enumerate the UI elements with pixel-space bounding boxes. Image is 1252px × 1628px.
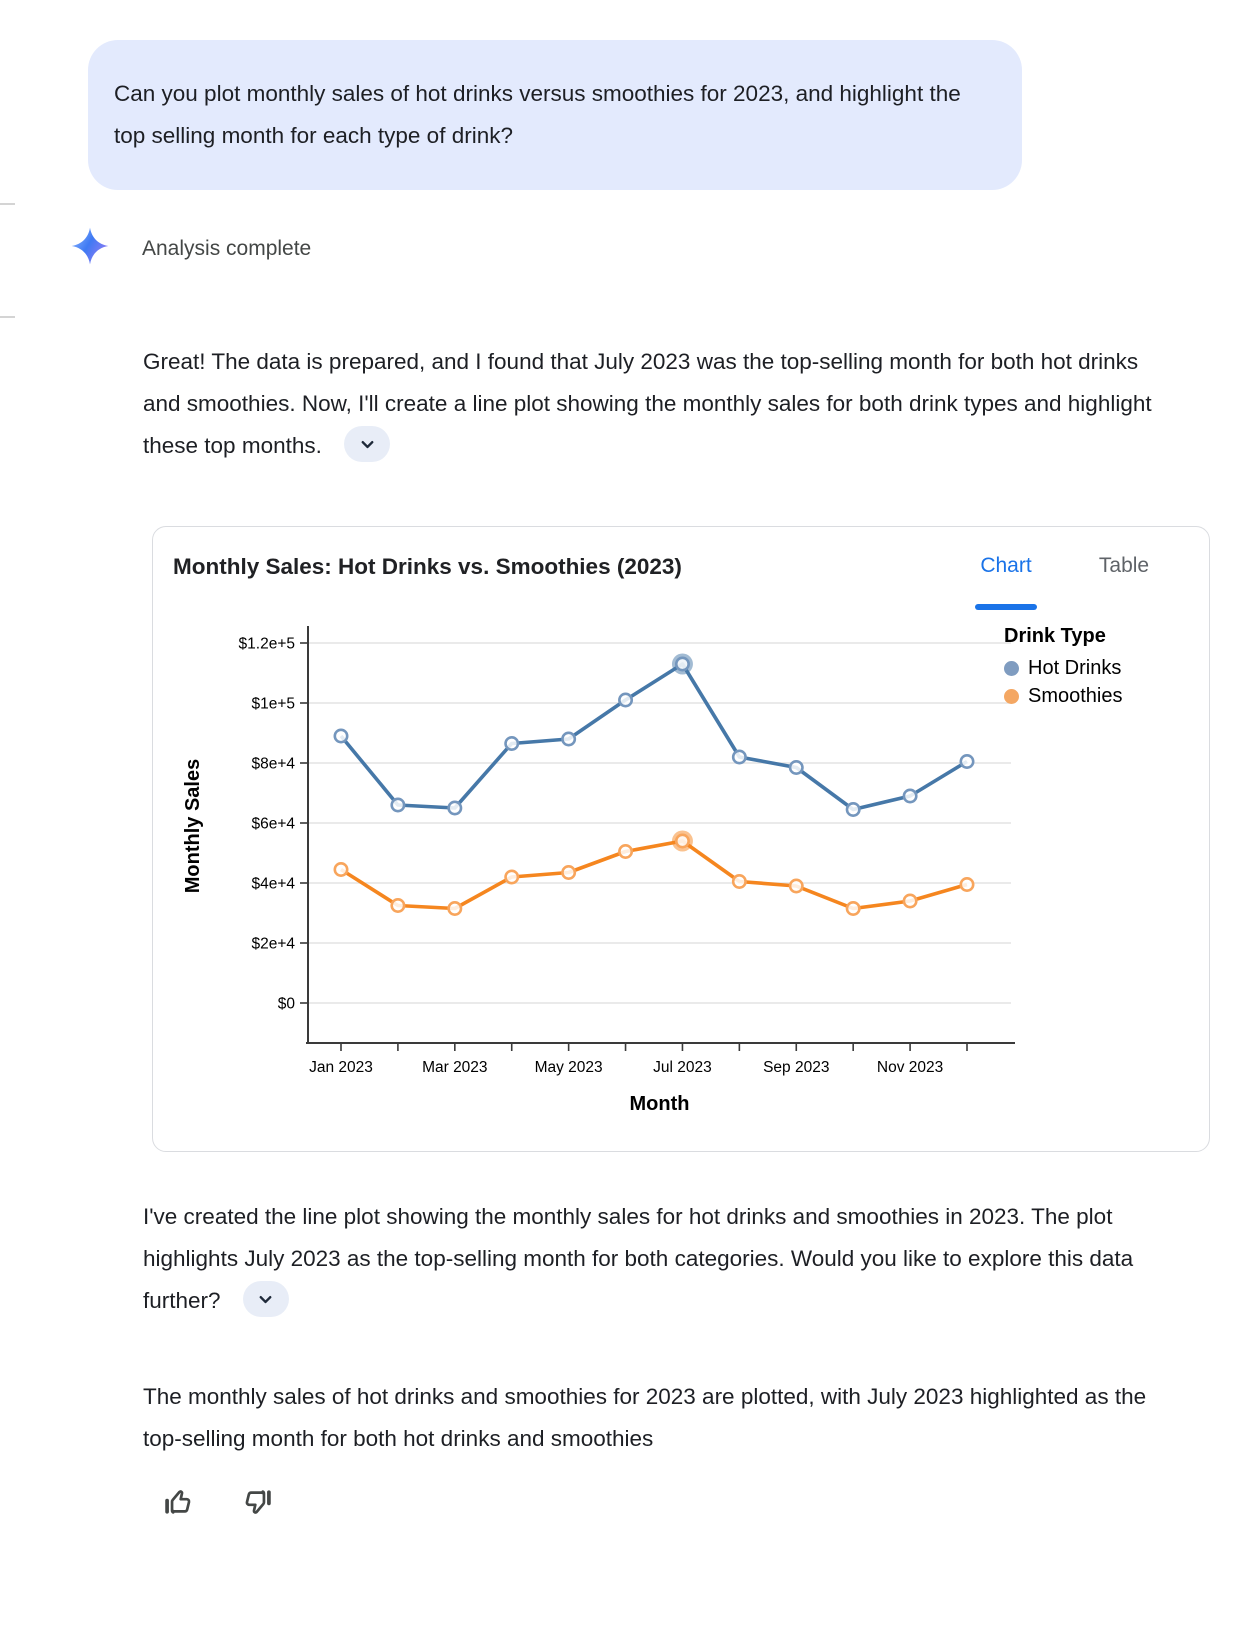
y-tick-label: $1e+5 [251, 695, 295, 713]
legend-label: Hot Drinks [1028, 657, 1122, 679]
assistant-paragraph [143, 1376, 1175, 1460]
data-point [335, 863, 347, 875]
tab-chart[interactable] [975, 554, 1037, 610]
data-point [961, 755, 973, 767]
hot-drinks-line [341, 664, 967, 810]
legend-dot-icon [1004, 689, 1019, 704]
data-point [449, 802, 461, 814]
thumbs-up-button[interactable] [158, 1483, 198, 1523]
chart-card [152, 526, 1210, 1152]
chevron-down-icon [256, 1290, 275, 1309]
tab-table[interactable] [1093, 554, 1155, 610]
data-point [733, 751, 745, 763]
left-edge-tick [0, 203, 15, 205]
user-message-bubble [88, 40, 1022, 190]
y-tick-label: $6e+4 [251, 815, 295, 833]
data-point [562, 733, 574, 745]
data-point [335, 730, 347, 742]
x-tick-label: Jan 2023 [309, 1059, 373, 1076]
chart-card-title: Monthly Sales: Hot Drinks vs. Smoothies (2023) [173, 554, 682, 579]
data-point [392, 899, 404, 911]
y-tick-label: $4e+4 [251, 875, 295, 893]
data-point [392, 799, 404, 811]
data-point [904, 790, 916, 802]
assistant-paragraph [143, 1196, 1175, 1322]
data-point [449, 902, 461, 914]
smoothies-line [341, 841, 967, 909]
collapse-details-button[interactable] [344, 426, 390, 462]
analysis-status-row [70, 226, 311, 271]
chevron-down-icon [358, 435, 377, 454]
user-message-text: Can you plot monthly sales of hot drinks versus smoothies for 2023, and highlight the top selling month for each type of drink? [114, 81, 961, 148]
y-axis-title: Monthly Sales [182, 758, 204, 894]
x-tick-label: Sep 2023 [763, 1059, 830, 1076]
x-axis-title: Month [629, 1093, 690, 1115]
collapse-details-button[interactable] [243, 1281, 289, 1317]
data-point [619, 845, 631, 857]
data-point [961, 878, 973, 890]
legend-item-smoothies [1004, 685, 1123, 708]
x-tick-label: Mar 2023 [422, 1059, 488, 1076]
data-point [676, 658, 688, 670]
analysis-status-label: Analysis complete [142, 236, 312, 260]
chart-card-header [153, 527, 1209, 610]
y-tick-label: $2e+4 [251, 935, 295, 953]
chart-legend [1004, 625, 1123, 713]
data-point [562, 866, 574, 878]
data-point [733, 875, 745, 887]
data-point [506, 737, 518, 749]
legend-item-hot-drinks [1004, 657, 1123, 680]
assistant-paragraph-text: I've created the line plot showing the monthly sales for hot drinks and smoothies in 2023. The plot highlights July 2023 as the top-selling month for both categories. Would you like to explore this data further? [143, 1204, 1134, 1313]
data-point [506, 871, 518, 883]
thumbs-down-icon [241, 1485, 275, 1519]
chart-table-tabs [975, 554, 1155, 610]
x-tick-label: Nov 2023 [876, 1059, 944, 1076]
gemini-sparkle-icon [70, 226, 110, 271]
legend-label: Smoothies [1028, 685, 1123, 707]
feedback-row [158, 1483, 278, 1523]
x-tick-label: Jul 2023 [653, 1059, 712, 1076]
data-point [904, 895, 916, 907]
left-edge-tick [0, 316, 15, 318]
tab-table-label: Table [1098, 554, 1150, 577]
y-tick-label: $1.2e+5 [238, 635, 295, 653]
tab-chart-label: Chart [980, 554, 1032, 577]
assistant-paragraph-text: The monthly sales of hot drinks and smoothies for 2023 are plotted, with July 2023 highlighted as the top-selling month for both hot drinks and smoothies [143, 1384, 1147, 1451]
data-point [790, 761, 802, 773]
x-tick-label: May 2023 [534, 1059, 603, 1076]
thumbs-up-icon [161, 1485, 195, 1519]
data-point [790, 880, 802, 892]
data-point [676, 835, 688, 847]
legend-title: Drink Type [1004, 625, 1106, 647]
data-point [847, 902, 859, 914]
y-tick-label: $0 [277, 995, 295, 1013]
sales-line-chart [173, 608, 1023, 1128]
y-tick-label: $8e+4 [251, 755, 295, 773]
assistant-paragraph-text: Great! The data is prepared, and I found that July 2023 was the top-selling month for both hot drinks and smoothies. Now, I'll create a line plot showing the monthly sales for both drink types and highlight these top months. [143, 349, 1152, 458]
data-point [619, 694, 631, 706]
legend-dot-icon [1004, 661, 1019, 676]
assistant-paragraph [143, 341, 1175, 467]
data-point [847, 803, 859, 815]
thumbs-down-button[interactable] [238, 1483, 278, 1523]
